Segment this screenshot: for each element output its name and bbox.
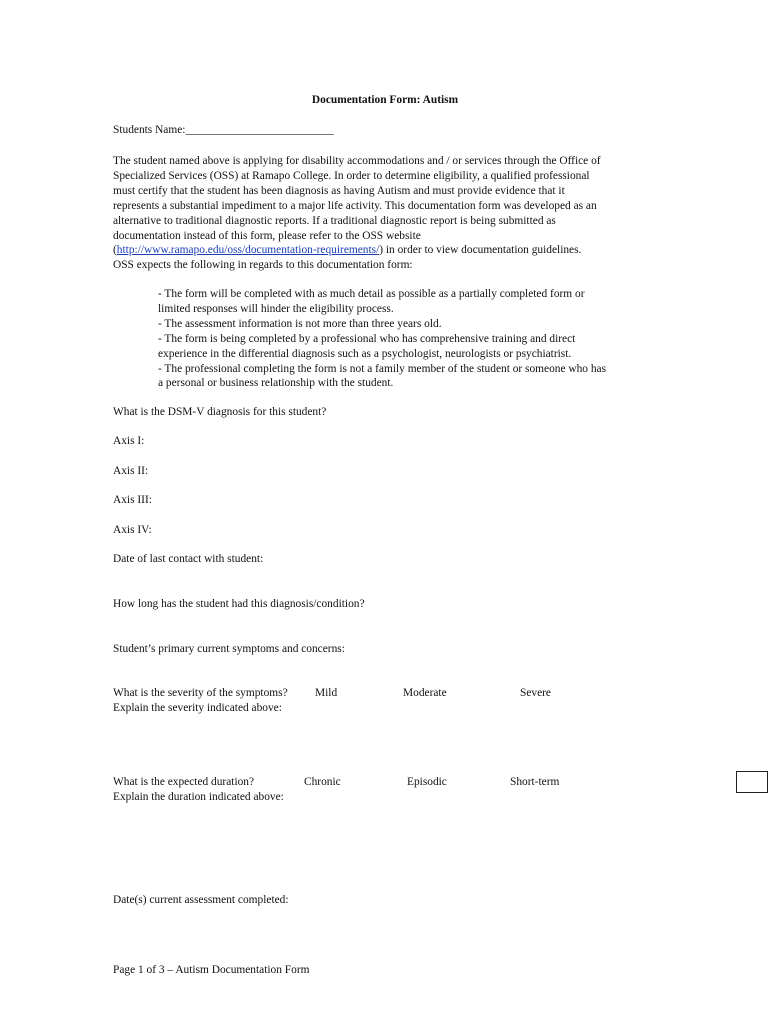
list-item: - The form is being completed by a professional who has comprehensive training and direct <box>158 332 576 345</box>
list-item: experience in the differential diagnosis such as a psychologist, neurologists or psychiatrist. <box>158 347 572 360</box>
intro-line: represents a substantial impediment to a major life activity. This documentation form was developed as an <box>113 199 597 212</box>
axis-4-field[interactable]: Axis IV: <box>113 524 152 536</box>
oss-documentation-link[interactable]: http://www.ramapo.edu/oss/documentation-requirements/ <box>116 244 380 257</box>
intro-line: OSS expects the following in regards to this documentation form: <box>113 259 413 272</box>
list-item: - The form will be completed with as much detail as possible as a partially completed form or <box>158 288 585 300</box>
paren-open: ( <box>113 244 117 257</box>
axis-1-field[interactable]: Axis I: <box>113 435 145 447</box>
symptoms-field[interactable]: Student’s primary current symptoms and concerns: <box>113 643 345 655</box>
duration-explain-field[interactable]: Explain the duration indicated above: <box>113 791 284 803</box>
intro-line: Specialized Services (OSS) at Ramapo College. In order to determine eligibility, a qualified professional <box>113 169 590 182</box>
severity-option-severe[interactable]: Severe <box>520 687 551 699</box>
list-item: a personal or business relationship with the student. <box>158 377 394 390</box>
intro-paragraph <box>113 154 658 273</box>
duration-option-chronic[interactable]: Chronic <box>304 776 341 788</box>
intro-line: documentation instead of this form, please refer to the OSS website <box>113 229 421 242</box>
severity-option-mild[interactable]: Mild <box>315 687 338 699</box>
severity-question: What is the severity of the symptoms? <box>113 687 288 699</box>
assessment-date-field[interactable]: Date(s) current assessment completed: <box>113 894 289 906</box>
page-title: Documentation Form: Autism <box>311 94 459 106</box>
list-item: - The professional completing the form is not a family member of the student or someone who has <box>158 362 607 375</box>
duration-option-short-term[interactable]: Short-term <box>510 776 560 788</box>
intro-line <box>113 243 658 258</box>
last-contact-field[interactable]: Date of last contact with student: <box>113 553 264 565</box>
list-item: - The assessment information is not more than three years old. <box>158 317 442 330</box>
student-name-field[interactable]: Students Name:__________________________ <box>113 124 334 136</box>
how-long-field[interactable]: How long has the student had this diagnosis/condition? <box>113 598 365 610</box>
intro-line: The student named above is applying for disability accommodations and / or services through the Office of <box>113 155 601 167</box>
severity-option-moderate[interactable]: Moderate <box>403 687 447 699</box>
duration-question: What is the expected duration? <box>113 776 255 788</box>
axis-3-field[interactable]: Axis III: <box>113 494 152 506</box>
intro-line: alternative to traditional diagnostic reports. If a traditional diagnostic report is being submitted as <box>113 214 556 227</box>
intro-line-tail: ) in order to view documentation guidelines. <box>379 244 582 257</box>
duration-option-episodic[interactable]: Episodic <box>407 776 447 788</box>
expectations-list <box>158 287 606 391</box>
dsm-question: What is the DSM-V diagnosis for this student? <box>113 406 327 418</box>
side-box <box>736 771 768 793</box>
axis-2-field[interactable]: Axis II: <box>113 465 149 477</box>
intro-line: must certify that the student has been diagnosis as having Autism and must provide evidence that it <box>113 184 565 197</box>
severity-explain-field[interactable]: Explain the severity indicated above: <box>113 702 282 714</box>
page-footer: Page 1 of 3 – Autism Documentation Form <box>113 964 310 976</box>
list-item: limited responses will hinder the eligibility process. <box>158 302 394 315</box>
